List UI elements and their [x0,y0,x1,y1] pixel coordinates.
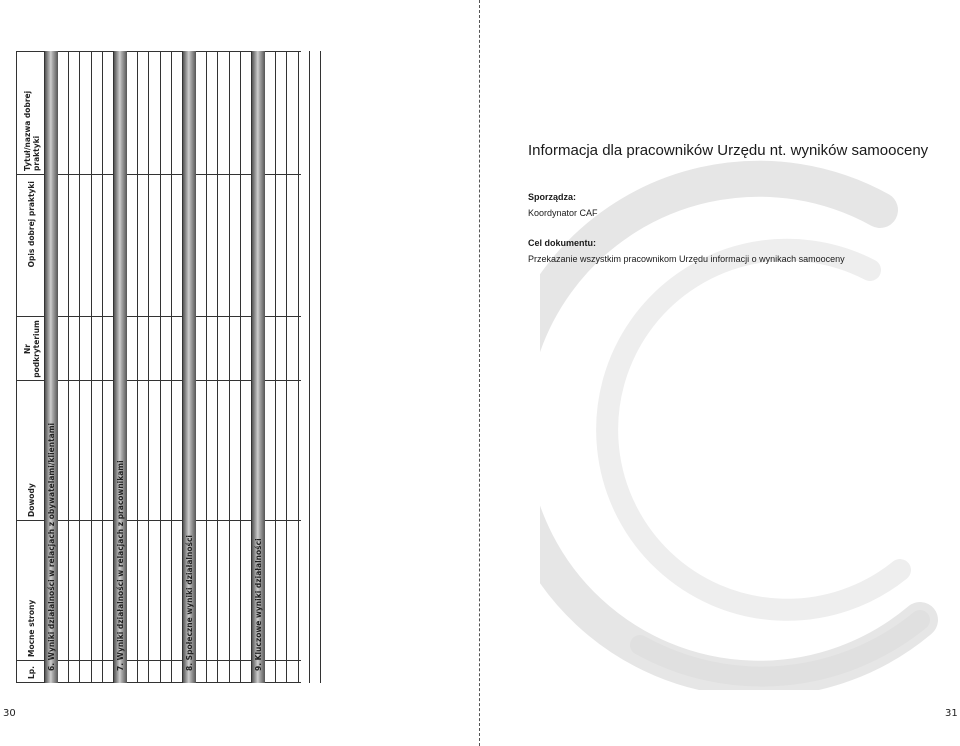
header-strengths: Mocne strony [27,599,36,657]
table-row [92,51,103,683]
section-title: 8. Społeczne wyniki działalności [185,535,194,671]
page-divider [479,0,480,746]
header-practice-title: Tytuł/nazwa dobrej praktyki [22,90,41,171]
table-row [149,51,160,683]
table-row [276,51,287,683]
table-row [103,51,114,683]
table-row [80,51,91,683]
page-number-left: 30 [3,708,16,719]
table-row [58,51,69,683]
self-assessment-table [16,51,301,683]
table-row [265,51,276,683]
table-row [230,51,241,683]
header-subcriterion-no [17,317,46,381]
table-row [287,51,298,683]
table-row [69,51,80,683]
section-title: 6. Wyniki działalności w relacjach z obywatelami/klientami [47,422,56,671]
prepared-by-label: Sporządza: [528,192,577,202]
table-row [161,51,172,683]
caf-watermark-logo [540,150,940,690]
purpose-label: Cel dokumentu: [528,238,597,248]
table-row [196,51,207,683]
section-title: 7. Wyniki działalności w relacjach z pracownikami [116,460,125,671]
purpose-value: Przekazanie wszystkim pracownikom Urzędu informacji o wynikach samooceny [528,254,845,264]
header-podkryterium: podkryterium [31,320,41,378]
table-row [241,51,252,683]
table-row [310,51,321,683]
header-evidence: Dowody [27,483,36,517]
prepared-by-value: Koordynator CAF [528,208,598,218]
table-row [218,51,229,683]
table-row [127,51,138,683]
header-practice-description: Opis dobrej praktyki [27,181,36,268]
document-title: Informacja dla pracowników Urzędu nt. wyników samooceny [528,142,929,159]
table-row [207,51,218,683]
section-title: 9. Kluczowe wyniki działalności [254,538,263,671]
table-row [299,51,310,683]
table-row [138,51,149,683]
header-nr: Nr [22,344,32,354]
table-header-row [16,51,45,683]
page-number-right: 31 [945,708,958,719]
table-row [172,51,183,683]
header-lp: Lp. [27,666,36,679]
